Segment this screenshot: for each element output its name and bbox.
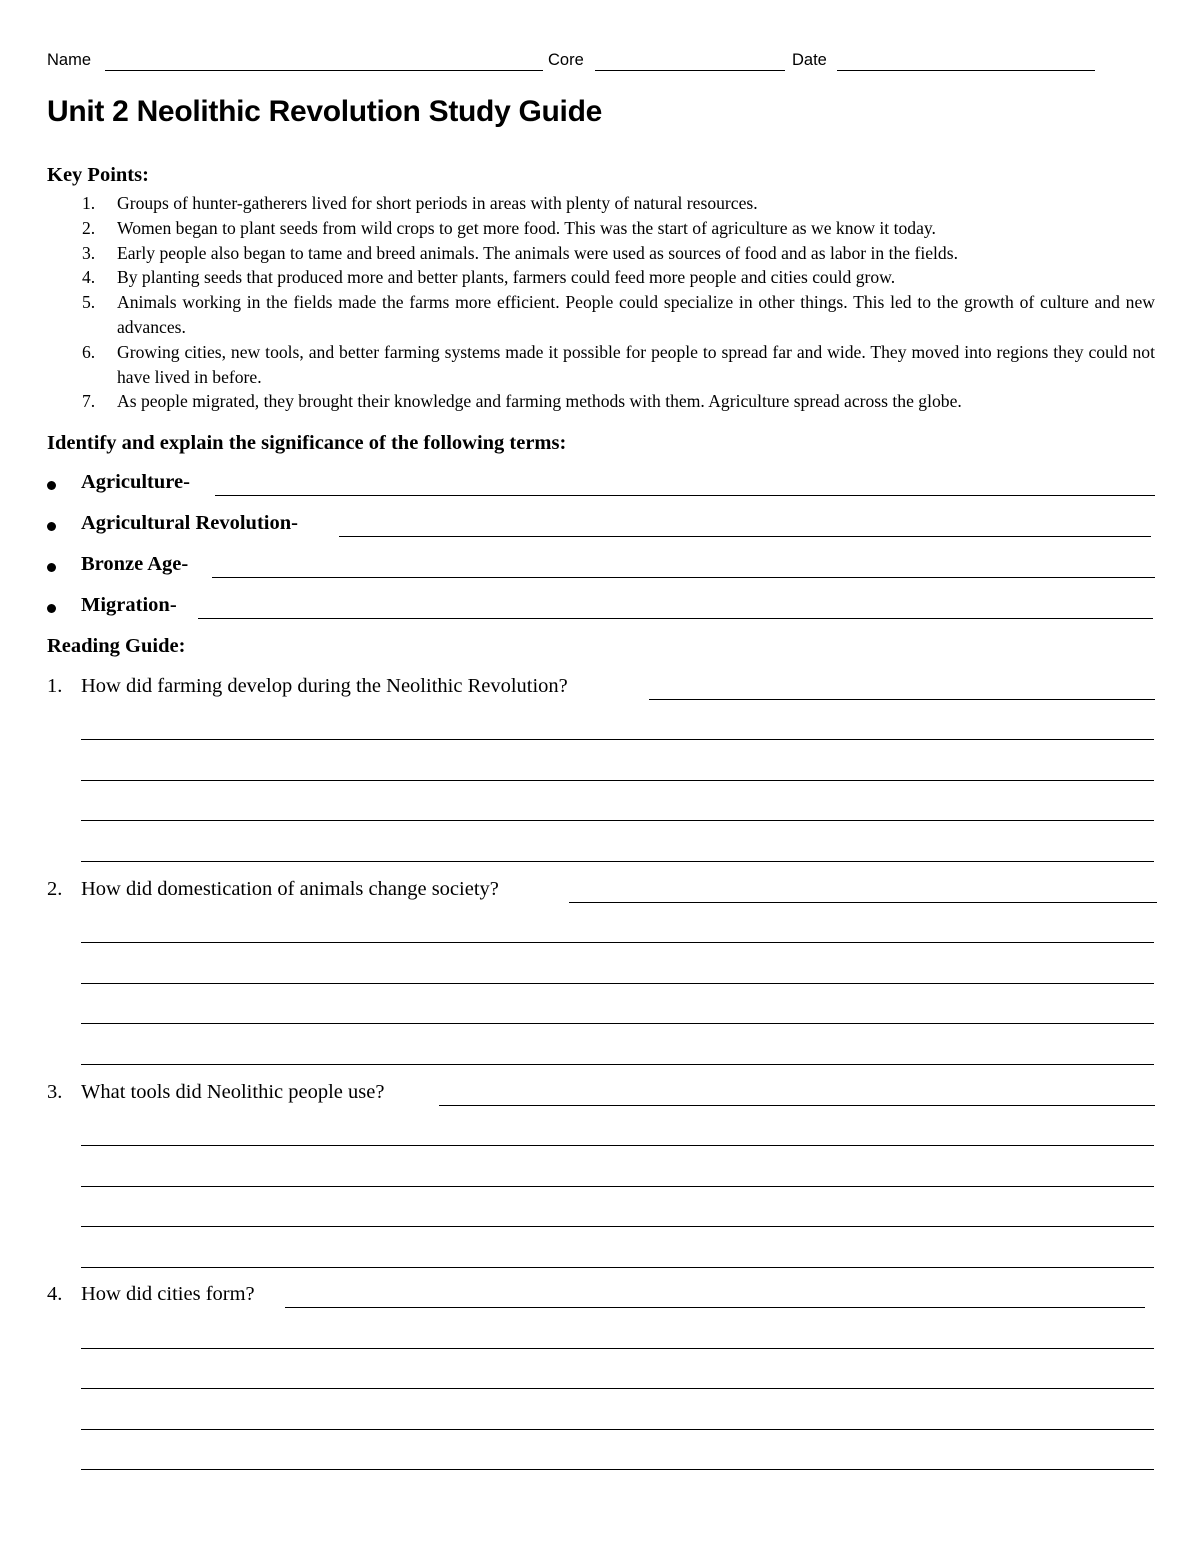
- answer-line[interactable]: [81, 1145, 1154, 1146]
- question-text: How did cities form?: [81, 1283, 255, 1305]
- term-label: Bronze Age-: [81, 553, 189, 575]
- question-text: How did farming develop during the Neolithic Revolution?: [81, 675, 568, 697]
- answer-line[interactable]: [81, 1023, 1154, 1024]
- question-number: 1.: [47, 675, 63, 697]
- bullet-icon: [47, 522, 56, 531]
- date-label: Date: [792, 51, 827, 69]
- term-bronze-age: [47, 553, 1155, 581]
- bullet-icon: [47, 563, 56, 572]
- list-item: 4. By planting seeds that produced more and better plants, farmers could feed more people and cities could grow.: [82, 267, 896, 288]
- answer-line[interactable]: [81, 1226, 1154, 1227]
- answer-line[interactable]: [81, 739, 1154, 740]
- list-item: 7. As people migrated, they brought their knowledge and farming methods with them. Agriculture spread across the globe.: [82, 391, 962, 412]
- list-item: 1. Groups of hunter-gatherers lived for short periods in areas with plenty of natural resources.: [82, 193, 758, 213]
- answer-line[interactable]: [81, 1267, 1154, 1268]
- question-text: How did domestication of animals change society?: [81, 878, 499, 900]
- answer-line[interactable]: [81, 820, 1154, 821]
- answer-line[interactable]: [81, 1469, 1154, 1470]
- list-item: 3. Early people also began to tame and breed animals. The animals were used as sources of food and as labor in the fields.: [82, 242, 958, 263]
- term-agricultural-revolution: [47, 512, 1155, 540]
- reading-guide-heading: Reading Guide:: [47, 635, 186, 657]
- question-number: 3.: [47, 1081, 63, 1103]
- answer-line[interactable]: [81, 1186, 1154, 1187]
- answer-line[interactable]: [649, 699, 1155, 700]
- answer-line[interactable]: [81, 1388, 1154, 1389]
- question-3: [47, 1081, 1155, 1109]
- core-label: Core: [548, 51, 584, 69]
- bullet-icon: [47, 481, 56, 490]
- term-label: Agriculture-: [81, 471, 190, 493]
- answer-line[interactable]: [339, 536, 1151, 537]
- term-migration: [47, 594, 1155, 622]
- answer-line[interactable]: [81, 861, 1154, 862]
- answer-line[interactable]: [215, 495, 1155, 496]
- list-item: 2. Women began to plant seeds from wild crops to get more food. This was the start of agriculture as we know it today.: [82, 217, 936, 238]
- term-label: Agricultural Revolution-: [81, 512, 298, 534]
- name-label: Name: [47, 51, 92, 69]
- key-points-list: [47, 191, 1155, 414]
- answer-line[interactable]: [212, 577, 1155, 578]
- question-1: [47, 675, 1155, 703]
- answer-line[interactable]: [81, 1348, 1154, 1349]
- answer-line[interactable]: [81, 780, 1154, 781]
- list-item: 6. Growing cities, new tools, and better farming systems made it possible for people to spread far and wide. They moved into regions they could not have lived in before.: [82, 341, 1155, 387]
- question-2: [47, 878, 1155, 906]
- page-title: Unit 2 Neolithic Revolution Study Guide: [47, 95, 602, 128]
- term-agriculture: [47, 471, 1155, 499]
- question-text: What tools did Neolithic people use?: [81, 1081, 385, 1103]
- answer-line[interactable]: [81, 942, 1154, 943]
- key-points-heading: Key Points:: [47, 164, 149, 186]
- question-number: 4.: [47, 1283, 63, 1305]
- question-number: 2.: [47, 878, 63, 900]
- term-label: Migration-: [81, 594, 177, 616]
- date-field[interactable]: [837, 70, 1095, 71]
- list-item: 5. Animals working in the fields made the farms more efficient. People could specialize in other things. This led to the growth of culture and new advances.: [82, 292, 1155, 337]
- bullet-icon: [47, 604, 56, 613]
- question-4: [47, 1283, 1155, 1311]
- answer-line[interactable]: [439, 1105, 1155, 1106]
- answer-line[interactable]: [81, 1429, 1154, 1430]
- answer-line[interactable]: [81, 983, 1154, 984]
- answer-line[interactable]: [569, 902, 1157, 903]
- answer-line[interactable]: [285, 1307, 1145, 1308]
- answer-line[interactable]: [198, 618, 1153, 619]
- name-field[interactable]: [105, 70, 543, 71]
- terms-heading: Identify and explain the significance of the following terms:: [47, 432, 567, 454]
- core-field[interactable]: [595, 70, 785, 71]
- answer-line[interactable]: [81, 1064, 1154, 1065]
